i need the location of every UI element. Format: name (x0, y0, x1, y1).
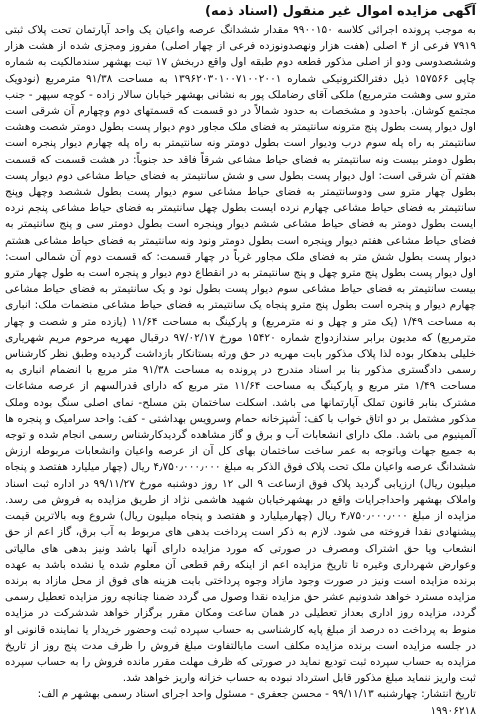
publication-date: تاریخ انتشار: چهارشنبه ۹۹/۱۱/۱۳ (332, 688, 476, 701)
notice-title: آگهی مزایده اموال غیر منقول (اسناد ذمه) (205, 4, 476, 19)
notice-body: به موجب پرونده اجرائی کلاسه ۹۹۰۰۱۵۰ مقدار ششدانگ عرصه واعیان یک واحد آپارتمان تحت پلاک ثبتی ۷۹۱۹ فرعی از ۴ اصلی (هفت هزار ونهصدونوزده فرعی از چهار اصلی) مفروز ومجزی شده از هشت هزار وششصدوسی ودو از اصلی مذکور قطعه دوم طبقه اول واقع دربخش ۱۷ تبت بهشهر سندمالکیت به شماره چاپی ۱۵۷۵۶۶ ذیل دفترالکترونیکی شماره ۱۳۹۶۲۰۳۰۱۰۰۷۱۰۰۲۰۰۱ به مساحت ۹۱/۳۸ مترمربع (نودویک مترو سی وهشت مترمربع) ملکی آقای رضاملک پور به نشانی بهشهر خیابان سالار زاده - کوچه سپهر - جنب مجتمع کوشان. باحدود و مشخصات به حدود شمالاً در دو قسمت که قسمتهای دوم وچهارم آن شرقی است اول دیوار پست بطول پنج مترونه سانتیمتر به فضای ملک مجاور دوم دیوار پست بطول دومتر شصت وهشت سانتیمتر به راه پله سوم درب ودیوار است بطول دومتر ونه سانتیمتر به راه پله چهارم دیوار پنجره است بطول دومتر بیست ونه سانتیمتر به فضای حیاط مشاعی شرقاً فاقد حد جنوباً: در هشت قسمت که قسمت هفتم آن شرقی است: اول دیوار پست بطول سی و شش سانتیمتر به فضای حیاط مشاعی دوم دیوار پست بطول چهار مترو سی ودوسانتیمتر به فضای حیاط مشاعی سوم دیوار پست بطول ششصد وچهل وپنج سانتیمتر به فضای حیاط مشاعی چهارم نرده ایست بطول چهل سانتیمتر به فضای حیاط مشاعی پنجم نرده ایست بطول دومتر به فضای حیاط مشاعی ششم دیوار وپنجره است بطول دومتر سی و پنج سانتیمتر به فضای حیاط مشاعی هفتم دیوار وپنجره است بطول دومتر ونود ونه سانتیمتر به فضای حیاط مشاعی هشتم دیوار پست بطول شش متر به فضای ملک مجاور غرباً در چهار قسمت: که قسمت دوم آن شمالی است: اول دیوار پست بطول پنج مترو چهل و پنج سانتیمتر به در انقطاع دوم دیوار و پنجره است به طول چهار مترو بیست سانتیمتر به فضای حیاط مشاعی سوم دیوار پست بطول نود و یک سانتیمتر به فضای حیاط مشاعی چهارم دیوار و پنجره است بطول پنج مترو پنجاه یک سانتیمتر به فضای حیاط مشاعی منضمات ملک: انباری به مساحت ۱/۴۹ (یک متر و چهل و نه مترمربع) و پارکینگ به مساحت ۱۱/۶۴ (یازده متر و شصت و چهار مترمربع) که مدیون برابر سندازدواج شماره ۱۵۴۲۰ مورخ ۹۷/۰۲/۱۷ درقبال مهریه مرحوم مریم شهریاری خلیلی بدهکار بوده لذا پلاک مذکور بابت مهریه در حق ورثه بستانکار بازداشت گردیده وطبق نظر کارشناس رسمی دادگستری مذکور بنا بر اسناد مندرج در پرونده به مساحت ۹۱/۳۸ متر مربع با انضمام انباری به مساحت ۱/۴۹ متر مربع و پارکینگ به مساحت ۱۱/۶۴ متر مربع که دارای قدرالسهم از عرصه مشاعات مشترک بنابر قانون تملک آپارتمانها می باشد. اسکلت ساختمان بتن مسلح- نمای اصلی سنگ بوده وملک مذکور مشتمل بر دو اتاق خواب با کف: آشپزخانه حمام وسرویس بهداشتی - کف: واحد سرامیک و پنجره ها آلمینیوم می باشد. ملک دارای انشعابات آب و برق و گاز مشاهده گردیدکارشناس رسمی انجام شده و توجه به جمیع جهات وباتوجه به عمر ساخت ساختمان بهای کل آن از عرصه واعیان وانشعابات مربوطه ارزش ششدانگ عرصه واعیان ملک تحت پلاک فوق الذکر به مبلغ ۴٫۷۵۰٫۰۰۰٫۰۰۰ ریال (چهار میلیارد هفتصد و پنجاه میلیون ریال) ارزیابی گردید پلاک فوق ازساعت ۹ الی ۱۲ روز دوشنبه مورخ ۹۹/۱۱/۲۷ در اداره ثبت اسناد واملاک بهشهر واحداجرایات واقع در بهشهرخیابان شهید هاشمی نژاد از طریق مزایده به فروش می رسد. مزایده از مبلغ ۴٫۷۵۰٫۰۰۰٫۰۰۰ ریال (چهارمیلیارد و هفتصد و پنجاه میلیون ریال) شروع وبه بالاترین قیمت پیشنهادی نقدا فروخته می شود. لازم به ذکر است پرداخت بدهی های مربوط به آب برق، گاز اعم از حق انشعاب ویا حق اشتراک ومصرف در صورتی که مورد مزایده دارای آنها باشد ونیز بدهی های مالیاتی وعوارض شهرداری وغیره تا تاریخ مزایده اعم از اینکه رقم قطعی آن معلوم شده یا نشده باشد به عهده برنده مزایده است ونیز در صورت وجود مازاد وجوه پرداختی بابت هزینه های فوق از محل مازاد به برنده مزایده مسترد خواهد شدونیم عشر حق مزایده نقدا وصول می گردد ضمنا چنانچه روز مزایده تعطیل رسمی گردد، مزایده روز اداری بعداز تعطیلی در همان ساعت ومکان مقرر برگزار خواهد شدشرکت در مزایده منوط به پرداخت ده درصد از مبلغ پایه کارشناسی به حساب سپرده ثبت وحضور خریدار یا نماینده قانونی او در جلسه مزایده است برنده مزایده مکلف است مابالتفاوت مبلغ فروش را ظرف مدت پنج روز از تاریخ مزایده به حساب سپرده ثبت تودیع نماید در صورتی که ظرف مهلت مقرر مانده فروش را به حساب سپرده ثبت واریز ننماید مبلغ مذکور قابل استرداد نبوده به حساب خزانه واریز خواهد شد. (5, 24, 477, 685)
issue-id: م الف: ۱۹۹۰۶۲۱۸ (37, 688, 476, 717)
notice-footer: تاریخ انتشار: چهارشنبه ۹۹/۱۱/۱۳ - محسن جعفری - مسئول واحد اجرای اسناد رسمی بهشهر م الف: ۱۹۹۰۶۲۱۸ (37, 688, 476, 717)
signature: محسن جعفری - مسئول واحد اجرای اسناد رسمی بهشهر (71, 688, 322, 701)
